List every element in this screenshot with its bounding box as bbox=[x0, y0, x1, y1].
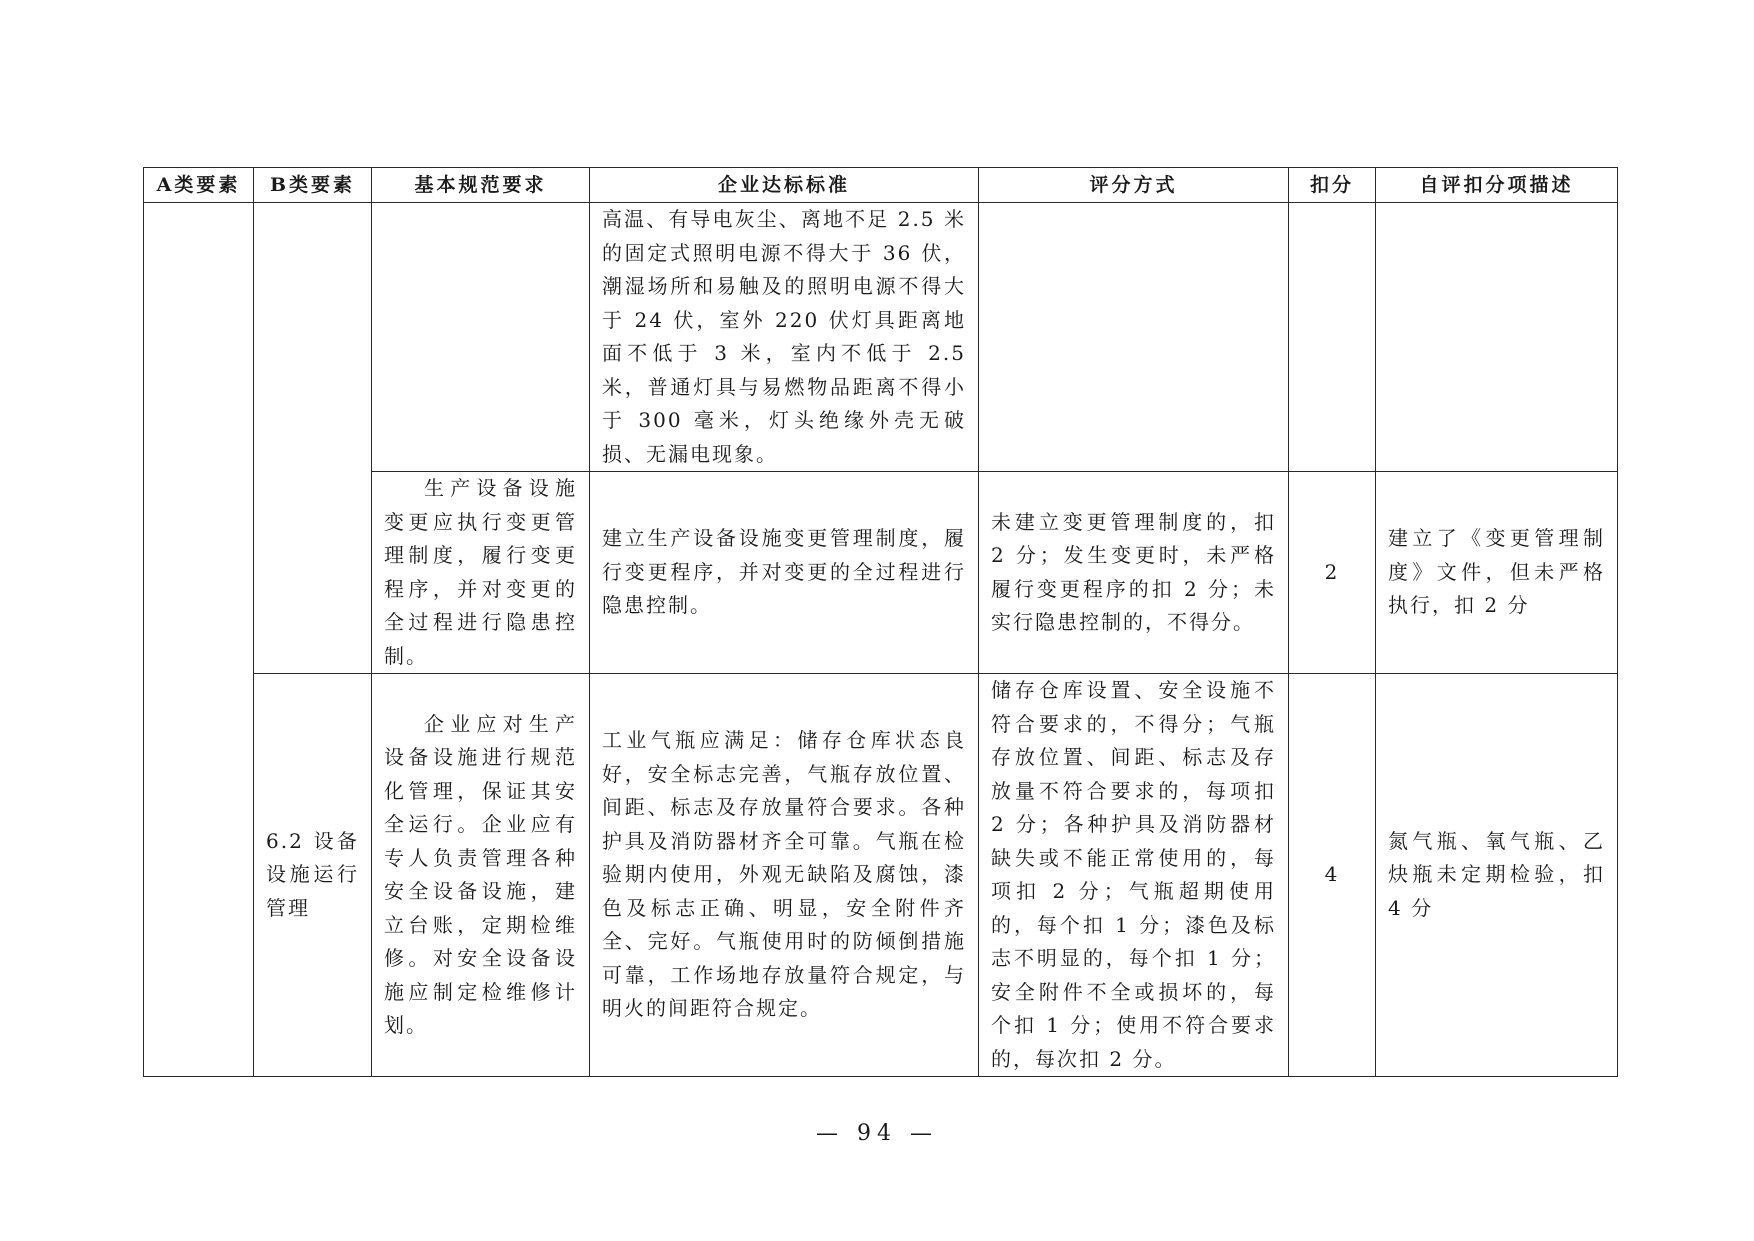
header-b-element: B类要素 bbox=[254, 168, 372, 203]
scoring-cell bbox=[979, 472, 1289, 674]
deduction-cell bbox=[1289, 472, 1376, 674]
standard-text: 工业气瓶应满足：储存仓库状态良好，安全标志完善，气瓶存放位置、间距、标志及存放量符合要求。各种护具及消防器材齐全可靠。气瓶在检验期内使用，外观无缺陷及腐蚀，漆色及标志正确、明显，安全附件齐全、完好。气瓶使用时的防倾倒措施可靠，工作场地存放量符合规定，与明火的间距符合规定。 bbox=[602, 728, 966, 1021]
page-number: — 94 — bbox=[816, 1121, 938, 1146]
b-element-text: 6.2 设备设施运行管理 bbox=[266, 828, 359, 920]
scoring-cell bbox=[979, 203, 1289, 472]
self-assessment-cell bbox=[1376, 674, 1618, 1077]
table-header-row bbox=[144, 168, 1618, 203]
standard-text: 高温、有导电灰尘、离地不足 2.5 米的固定式照明电源不得大于 36 伏，潮湿场所和易触及的照明电源不得大于 24 伏，室外 220 伏灯具距离地面不低于 3 米，室内不低于 2.5 米，普通灯具与易燃物品距离不得小于 300 毫米，灯头绝缘外壳无破损、无漏电现象。 bbox=[602, 207, 966, 466]
scoring-text: 储存仓库设置、安全设施不符合要求的，不得分；气瓶存放位置、间距、标志及存放量不符合要求的，每项扣 2 分；各种护具及消防器材缺失或不能正常使用的，每项扣 2 分；气瓶超期使用的，每个扣 1 分；漆色及标志不明显的，每个扣 1 分；安全附件不全或损坏的，每个扣 1 分；使用不符合要求的，每次扣 2 分。 bbox=[991, 678, 1276, 1071]
scoring-cell bbox=[979, 674, 1289, 1077]
standard-cell bbox=[590, 203, 979, 472]
basic-requirement-cell bbox=[372, 472, 590, 674]
basic-requirement-cell bbox=[372, 674, 590, 1077]
header-standard: 企业达标标准 bbox=[590, 168, 979, 203]
deduction-cell bbox=[1289, 674, 1376, 1077]
deduction-value: 4 bbox=[1324, 862, 1340, 887]
evaluation-table bbox=[143, 167, 1618, 1077]
header-a-element: A类要素 bbox=[144, 168, 254, 203]
table-row bbox=[144, 203, 1618, 472]
self-assessment-cell bbox=[1376, 203, 1618, 472]
standard-cell bbox=[590, 674, 979, 1077]
b-element-cell bbox=[254, 674, 372, 1077]
standard-cell bbox=[590, 472, 979, 674]
self-assessment-text: 建立了《变更管理制度》文件，但未严格执行，扣 2 分 bbox=[1388, 526, 1605, 618]
basic-requirement-text: 企业应对生产设备设施进行规范化管理，保证其安全运行。企业应有专人负责管理各种安全设备设施，建立台账，定期检维修。对安全设备设施应制定检维修计划。 bbox=[384, 711, 577, 1037]
self-assessment-cell bbox=[1376, 472, 1618, 674]
header-deduction: 扣分 bbox=[1289, 168, 1376, 203]
header-scoring: 评分方式 bbox=[979, 168, 1289, 203]
b-element-cell bbox=[254, 203, 372, 674]
header-basic-requirement: 基本规范要求 bbox=[372, 168, 590, 203]
scoring-text: 未建立变更管理制度的，扣 2 分；发生变更时，未严格履行变更程序的扣 2 分；未实行隐患控制的，不得分。 bbox=[991, 509, 1276, 634]
header-self-assessment: 自评扣分项描述 bbox=[1376, 168, 1618, 203]
a-element-cell bbox=[144, 203, 254, 1077]
table-row bbox=[144, 674, 1618, 1077]
self-assessment-text: 氮气瓶、氧气瓶、乙炔瓶未定期检验，扣 4 分 bbox=[1388, 828, 1605, 920]
basic-requirement-cell bbox=[372, 203, 590, 472]
basic-requirement-text: 生产设备设施变更应执行变更管理制度，履行变更程序，并对变更的全过程进行隐患控制。 bbox=[384, 476, 577, 668]
deduction-value: 2 bbox=[1324, 559, 1340, 584]
deduction-cell bbox=[1289, 203, 1376, 472]
standard-text: 建立生产设备设施变更管理制度，履行变更程序，并对变更的全过程进行隐患控制。 bbox=[602, 526, 966, 618]
